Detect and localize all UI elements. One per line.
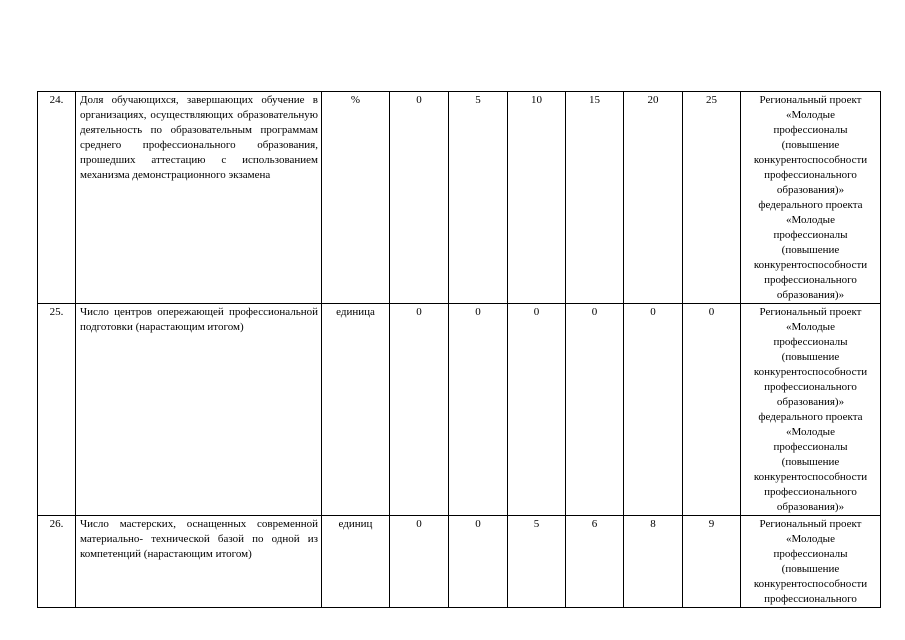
source-line: профессионального <box>764 169 857 181</box>
indicator-unit: единица <box>322 304 390 516</box>
indicator-name: Число центров опережающей профессиональной подготовки (нарастающим итогом) <box>76 304 322 516</box>
source-line: конкурентоспособности <box>753 366 868 378</box>
source-line: профессионалы <box>773 229 848 241</box>
source-line: «Молодые <box>786 426 835 438</box>
source-line: профессионалы <box>773 124 848 136</box>
source-line: (повышение <box>781 244 840 256</box>
indicator-value: 0 <box>566 304 624 516</box>
source-line: «Молодые <box>786 321 835 333</box>
source-line: (повышение <box>781 351 840 363</box>
source-project <box>741 516 881 608</box>
source-line: (повышение <box>781 563 840 575</box>
source-line: Региональный проект <box>759 94 862 106</box>
source-line: профессионалы <box>773 548 848 560</box>
source-line: «Молодые <box>786 533 835 545</box>
indicator-unit: % <box>322 92 390 304</box>
source-line: Региональный проект <box>759 518 862 530</box>
indicator-value: 0 <box>390 92 449 304</box>
source-project <box>741 304 881 516</box>
indicator-value: 0 <box>390 516 449 608</box>
source-line: профессионального <box>764 593 857 605</box>
indicator-value: 0 <box>390 304 449 516</box>
source-line: образования)» <box>776 501 845 513</box>
indicator-value: 5 <box>508 516 566 608</box>
source-line: «Молодые <box>786 214 835 226</box>
row-number: 26. <box>38 516 76 608</box>
indicators-table <box>37 91 881 608</box>
source-line: конкурентоспособности <box>753 578 868 590</box>
indicator-value: 0 <box>624 304 683 516</box>
indicator-value: 25 <box>683 92 741 304</box>
row-number: 24. <box>38 92 76 304</box>
indicator-name: Число мастерских, оснащенных современной материально- технической базой по одной из компетенций (нарастающим итогом) <box>76 516 322 608</box>
indicator-value: 5 <box>449 92 508 304</box>
source-line: образования)» <box>776 396 845 408</box>
row-number: 25. <box>38 304 76 516</box>
source-line: (повышение <box>781 139 840 151</box>
table-row <box>38 304 881 516</box>
indicator-value: 20 <box>624 92 683 304</box>
indicator-value: 0 <box>508 304 566 516</box>
source-line: профессионалы <box>773 336 848 348</box>
indicator-value: 8 <box>624 516 683 608</box>
source-line: федерального проекта <box>758 199 863 211</box>
source-line: федерального проекта <box>758 411 863 423</box>
source-line: профессионального <box>764 274 857 286</box>
source-line: «Молодые <box>786 109 835 121</box>
indicator-value: 6 <box>566 516 624 608</box>
source-line: Региональный проект <box>759 306 862 318</box>
source-line: (повышение <box>781 456 840 468</box>
indicator-name: Доля обучающихся, завершающих обучение в организациях, осуществляющих образовательную деятельность по образовательным программам среднего профессионального образования, прошедших аттестацию с использованием механизма демонстрационного экзамена <box>76 92 322 304</box>
source-line: конкурентоспособности <box>753 154 868 166</box>
table-body <box>38 92 881 608</box>
source-line: профессионального <box>764 486 857 498</box>
indicator-value: 10 <box>508 92 566 304</box>
indicator-unit: единиц <box>322 516 390 608</box>
source-project <box>741 92 881 304</box>
source-line: конкурентоспособности <box>753 471 868 483</box>
source-line: профессионалы <box>773 441 848 453</box>
source-line: профессионального <box>764 381 857 393</box>
indicator-value: 15 <box>566 92 624 304</box>
indicator-value: 0 <box>449 304 508 516</box>
table-row <box>38 92 881 304</box>
source-line: образования)» <box>776 289 845 301</box>
source-line: конкурентоспособности <box>753 259 868 271</box>
source-line: образования)» <box>776 184 845 196</box>
indicator-value: 9 <box>683 516 741 608</box>
table-row <box>38 516 881 608</box>
indicator-value: 0 <box>449 516 508 608</box>
indicator-value: 0 <box>683 304 741 516</box>
